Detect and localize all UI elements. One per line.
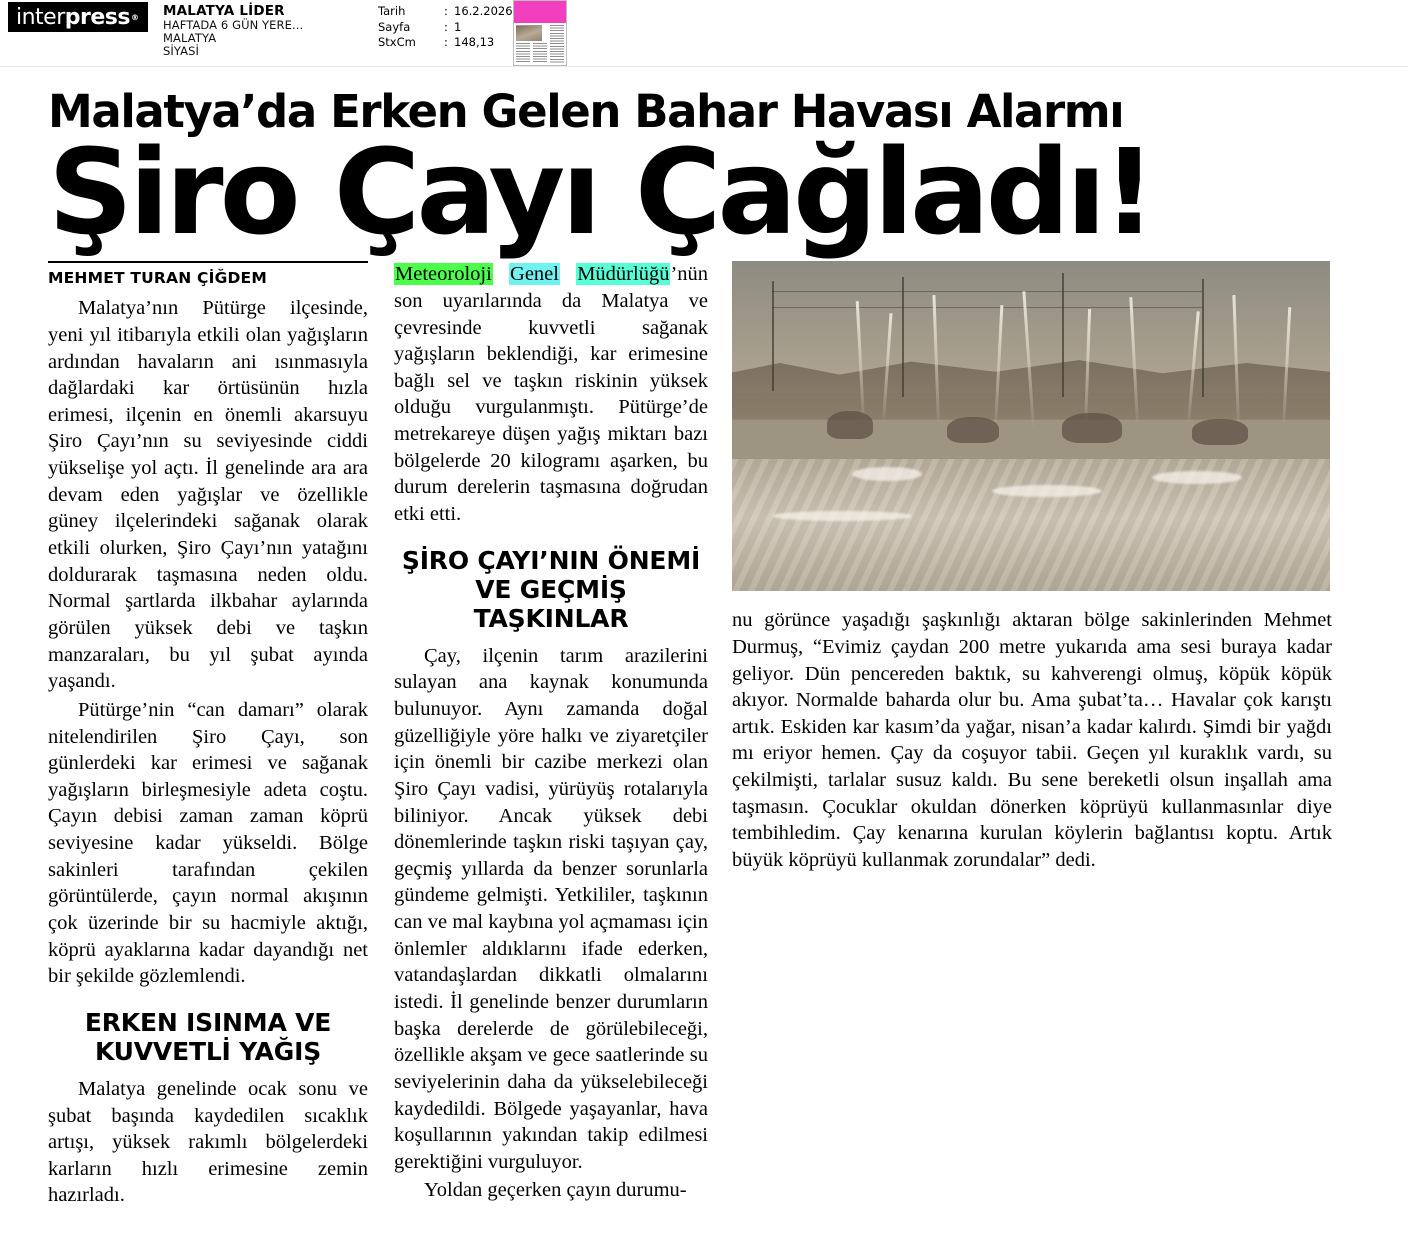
article-byline: MEHMET TURAN ÇİĞDEM	[48, 269, 267, 288]
river-flood-photo	[732, 261, 1330, 591]
metadata-colon-page: :	[444, 19, 448, 34]
lead-paragraph	[394, 261, 708, 527]
publication-category: SİYASİ	[163, 43, 199, 58]
thumbnail-photo-block	[516, 25, 542, 41]
metadata-row-stxcm	[378, 35, 513, 51]
metadata-label-date: Tarih	[378, 4, 406, 18]
photo-wire	[772, 291, 1202, 292]
page-thumbnail[interactable]	[513, 0, 567, 66]
publication-frequency: HAFTADA 6 GÜN YERE...	[163, 18, 304, 33]
article-column-1	[48, 261, 394, 1211]
metadata-row-date	[378, 4, 513, 20]
article-column-3	[732, 261, 1332, 1211]
thumbnail-header-block	[514, 1, 566, 23]
article-columns	[22, 261, 1386, 1211]
metadata-colon-stxcm: :	[444, 35, 448, 50]
paragraph: Yoldan geçerken çayın durumu-	[424, 1179, 687, 1202]
article-column-2	[394, 261, 732, 1211]
publication-city: MALATYA	[163, 30, 217, 45]
section-subheading: ŞİRO ÇAYI’NIN ÖNEMİ VE GEÇMİŞ TAŞKINLAR	[401, 545, 701, 633]
paragraph: Malatya’nın Pütürge ilçesinde, yeni yıl itibarıyla etkili olan yağışların ardından havaların ani ısınmasıyla dağlardaki kar örtüsünün hızla erimesi, ilçenin en önemli akarsuyu Şiro Çayı’nın su seviyesinde ciddi yükselişe yol açtı. İl genelinde ara ara devam eden yağışlar ve özellikle güney ilçelerindeki sağanak olarak etkili olurken, Şiro Çayı’nın yatağını doldurarak taşmasına neden oldu. Normal şartlarda ilkbahar aylarında görülen yüksek debi ve taşkın manzaraları, bu yıl şubat ayında yaşandı.	[48, 297, 368, 693]
clipping-header-bar	[0, 0, 1408, 67]
thumbnail-rule	[516, 25, 542, 26]
highlight-term-meteoroloji: Meteoroloji	[395, 263, 492, 286]
thumbnail-text-column	[516, 43, 530, 63]
publication-name: MALATYA LİDER	[163, 3, 285, 19]
metadata-label-stxcm: StxCm	[378, 35, 416, 50]
thumbnail-text-column	[533, 43, 547, 63]
photo-shrub	[947, 417, 999, 443]
highlight-term-genel: Genel	[510, 263, 559, 286]
article-kicker: Malatya’da Erken Gelen Bahar Havası Alarmı	[48, 85, 1124, 138]
photo-shrub	[1062, 413, 1122, 443]
clipping-metadata	[378, 4, 513, 51]
publication-info	[163, 4, 303, 58]
article-body	[0, 85, 1408, 1211]
paragraph: Çay, ilçenin tarım arazilerini sulayan ana kaynak konumunda bulunuyor. Aynı zamanda doğal güzelliğiyle yöre halkı ve ziyaretçiler için önemli bir cazibe merkezi olan Şiro Çayı vadisi, yürüyüş rotalarıyla biliniyor. Ancak yüksek debi dönemlerinde taşkın riski taşıyan çay, geçmiş yıllarda da benzer sorunlarla gündeme gelmişti. Yetkililer, taşkının can ve mal kaybına yol açmaması için önlemler aldıklarını ifade ederken, vatandaşlardan dikkatli olmalarını istedi. İl genelinde benzer durumların başka derelerde de görülebileceği, özellikle akşam ve gece saatlerinde su seviyelerinin daha da yükselebileceği kaydedildi. Bölgede yaşayanlar, hava koşullarının yakından takip edilmesi gerektiğini vurguluyor.	[394, 644, 708, 1173]
byline-divider	[48, 261, 368, 263]
photo-wire	[772, 307, 1202, 308]
logo-text-inter: inter	[16, 4, 65, 30]
paragraph: Pütürge’nin “can damarı” olarak nitelendirilen Şiro Çayı, son günlerdeki kar erimesi ve sağanak yağışların birleşmesiyle adeta coştu. Çayın debisi zaman zaman köprü seviyesine kadar yükseldi. Bölge sakinleri tarafından çekilen görüntülerde, çayın normal akışının çok üzerinde bir su hacmiyle aktığı, köprü ayaklarına kadar dayandığı net bir şekilde gözlemlendi.	[48, 698, 368, 988]
interpress-logo	[8, 2, 148, 32]
photo-pole	[902, 277, 904, 397]
metadata-row-page	[378, 20, 513, 36]
photo-pole	[1202, 279, 1204, 397]
metadata-value-date: 16.2.2026	[454, 4, 513, 18]
photo-pole	[772, 281, 774, 391]
metadata-label-page: Sayfa	[378, 19, 411, 34]
article-headline: Şiro Çayı Çağladı!	[48, 123, 1153, 261]
metadata-value-stxcm: 148,13	[454, 35, 495, 50]
paragraph: nu görünce yaşadığı şaşkınlığı aktaran bölge sakinlerinden Mehmet Durmuş, “Evimiz çaydan 200 metre yukarıda ama sesi buraya kadar geliyor. Dün pencereden baktık, su kahverengi olmuş, köpük köpük akıyor. Normalde baharda olur bu. Ama şubat’ta… Havalar çok karıştı artık. Eskiden kar kasım’da yağar, nisan’a kadar kalırdı. Şimdi bir yağdı mı eriyor hemen. Çay da coşuyor tabii. Geçen yıl kuraklık vardı, su çekilmişti, tarlalar susuz kaldı. Bu sene bereketli olsun inşallah ama taşmasın. Çocuklar okuldan dönerken köprüyü kullanmasınlar diye tembihledim. Çay kenarına kurulan köylerin bağlantısı koptu. Artık büyük köprüyü kullanmak zorundalar” dedi.	[732, 609, 1332, 872]
paragraph: Malatya genelinde ocak sonu ve şubat başında kaydedilen sıcaklık artışı, yüksek rakımlı bölgelerdeki karların hızlı erimesine zemin hazırladı.	[48, 1077, 368, 1207]
registered-mark-icon: ®	[130, 12, 139, 22]
lead-paragraph-text: ’nün son uyarılarında da Malatya ve çevresinde kuvvetli sağanak yağışların beklendiği, kar erimesine bağlı sel ve taşkın riskinin yüksek olduğu vurgulanmıştı. Pütürge’de metrekareye düşen yağış miktarı bazı bölgelerde 20 kilogramı aşarken, bu durum derelerin taşmasına doğrudan etki etti.	[394, 263, 709, 526]
section-subheading: ERKEN ISINMA VE KUVVETLİ YAĞIŞ	[84, 1007, 332, 1066]
photo-shrub	[827, 411, 873, 439]
metadata-colon-date: :	[444, 4, 448, 18]
photo-shrub	[1192, 419, 1248, 445]
thumbnail-text-column	[550, 25, 564, 63]
metadata-value-page: 1	[454, 19, 462, 34]
logo-text-press: press	[64, 4, 130, 30]
highlight-term-mudurlugu: Müdürlüğü	[577, 263, 670, 286]
